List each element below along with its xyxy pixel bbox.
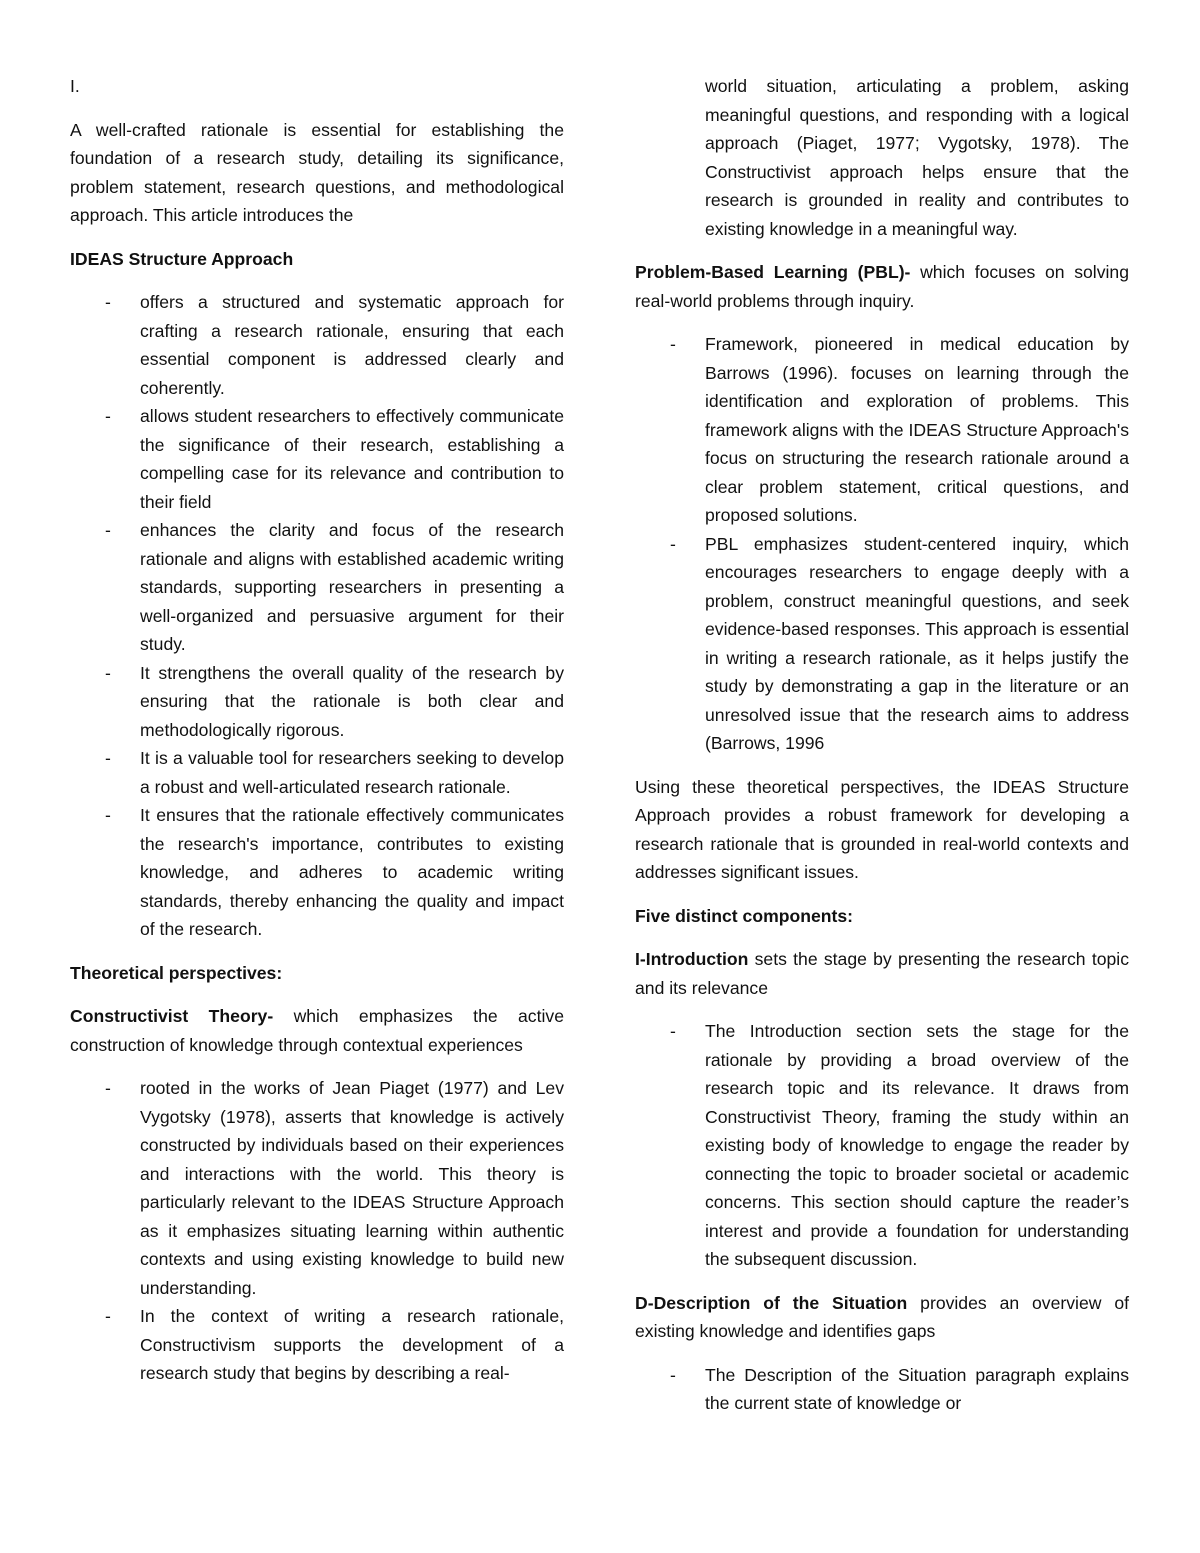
introduction-label: I-Introduction	[635, 949, 749, 969]
intro-paragraph: A well-crafted rationale is essential for establishing the foundation of a research study, detailing its significance, problem statement, research questions, and methodological approach. This article introduces the	[70, 119, 564, 225]
list-item: - enhances the clarity and focus of the research rationale and aligns with established academic writing standards, supporting researchers in presenting a well-organized and persuasive argument for their study.	[140, 516, 564, 659]
list-item: - offers a structured and systematic approach for crafting a research rationale, ensuring that each essential component is addressed clearly and coherently.	[140, 288, 564, 402]
description-list	[635, 1361, 1129, 1418]
description-text: provides an overview of existing knowledge and identifies gaps	[635, 1292, 1130, 1341]
list-item: - It is a valuable tool for researchers seeking to develop a robust and well-articulated research rationale.	[140, 744, 564, 801]
constructivist-label: Constructivist Theory-	[70, 1006, 274, 1026]
ideas-list	[70, 288, 564, 944]
pbl-text: which focuses on solving real-world problems through inquiry.	[635, 262, 1129, 311]
pbl-list	[635, 330, 1129, 758]
introduction-list	[635, 1017, 1129, 1274]
constructivist-text: which emphasizes the active construction of knowledge through contextual experiences	[70, 1006, 564, 1055]
introduction-component	[635, 945, 1129, 1002]
list-item: - rooted in the works of Jean Piaget (1977) and Lev Vygotsky (1978), asserts that knowledge is actively constructed by individuals based on their experiences and interactions with the world. This theory is particularly relevant to the IDEAS Structure Approach as it emphasizes situating learning within authentic contexts and using existing knowledge to build new understanding.	[140, 1074, 564, 1302]
list-item: - Framework, pioneered in medical education by Barrows (1996). focuses on learning through the identification and exploration of problems. This framework aligns with the IDEAS Structure Approach's focus on structuring the research rationale around a clear problem statement, critical questions, and proposed solutions.	[705, 330, 1129, 530]
right-column	[635, 72, 1129, 1433]
continued-paragraph: world situation, articulating a problem, asking meaningful questions, and responding with a logical approach (Piaget, 1977; Vygotsky, 1978). The Constructivist approach helps ensure that the research is grounded in reality and contributes to existing knowledge in a meaningful way.	[705, 76, 1129, 239]
list-item: - In the context of writing a research rationale, Constructivism supports the development of a research study that begins by describing a real-	[140, 1302, 564, 1388]
theory-heading: Theoretical perspectives:	[70, 962, 283, 983]
left-column	[70, 72, 564, 1403]
list-item: - PBL emphasizes student-centered inquiry, which encourages researchers to engage deeply with a problem, construct meaningful questions, and seek evidence-based responses. This approach is essential in writing a research rationale, as it helps justify the study by demonstrating a gap in the literature or an unresolved issue that the research aims to address (Barrows, 1996	[705, 530, 1129, 758]
components-heading: Five distinct components:	[635, 905, 853, 926]
constructivist-list	[70, 1074, 564, 1388]
introduction-text: sets the stage by presenting the research topic and its relevance	[635, 949, 1129, 998]
list-item: - It strengthens the overall quality of the research by ensuring that the rationale is both clear and methodologically rigorous.	[140, 659, 564, 745]
list-item: - It ensures that the rationale effectively communicates the research's importance, contributes to existing knowledge, and adheres to academic writing standards, thereby enhancing the quality and impact of the research.	[140, 801, 564, 944]
list-item: - allows student researchers to effectively communicate the significance of their research, establishing a compelling case for its relevance and contribution to their field	[140, 402, 564, 516]
pbl-paragraph	[635, 258, 1129, 315]
ideas-heading: IDEAS Structure Approach	[70, 248, 294, 269]
constructivist-paragraph	[70, 1002, 564, 1059]
description-component	[635, 1289, 1129, 1346]
list-item: - The Introduction section sets the stage for the rationale by providing a broad overview of the research topic and its relevance. It draws from Constructivist Theory, framing the study within an existing body of knowledge to engage the reader by connecting the topic to broader societal or academic concerns. This section should capture the reader’s interest and provide a foundation for understanding the subsequent discussion.	[705, 1017, 1129, 1274]
section-numeral: I.	[70, 76, 80, 96]
list-item: - The Description of the Situation paragraph explains the current state of knowledge or	[705, 1361, 1129, 1418]
description-label: D-Description of the Situation	[635, 1292, 908, 1313]
pbl-label: Problem-Based Learning (PBL)-	[635, 262, 911, 282]
summary-paragraph: Using these theoretical perspectives, the IDEAS Structure Approach provides a robust framework for developing a research rationale that is grounded in real-world contexts and addresses significant issues.	[635, 776, 1129, 882]
